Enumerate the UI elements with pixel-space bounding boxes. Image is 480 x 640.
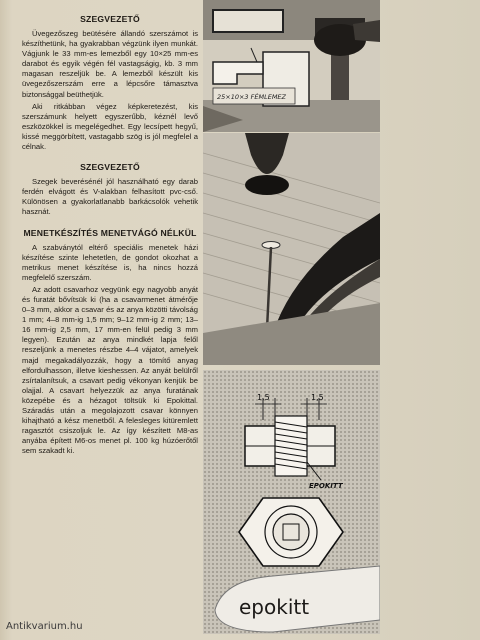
epokitt-callout: EPOKITT: [309, 482, 343, 490]
paragraph-2-1: Szegek beverésénél jól használható egy darab ferdén elvágott és V-alakban felhasított pvc-cső. Különösen a gyakorlatlanabb barkácsolók vehetik hasznát.: [22, 177, 198, 217]
epokitt-brand: epokitt: [239, 595, 310, 619]
dimension-right: 1,5: [311, 393, 324, 402]
paragraph-3-1: A szabványtól eltérő speciális menetek házi készítése szinte lehetetlen, de gondot okozhat a metrikus menet készítése is, ha nincs hozzá megfelelő szerszám.: [22, 242, 198, 282]
section-heading-1: SZEGVEZETŐ: [80, 14, 140, 24]
watermark: Antikvarium.hu: [6, 621, 83, 632]
section-heading-3: MENETKÉSZÍTÉS MENETVÁGÓ NÉLKÜL: [23, 227, 197, 238]
illustration-thread-diagram: [203, 370, 380, 634]
text-column: [22, 14, 198, 458]
figure1-label: 25×10×3 FÉMLEMEZ: [217, 93, 286, 101]
dimension-left: 1,5: [257, 393, 270, 402]
illustration-nail-guide: [203, 133, 380, 365]
paragraph-1-1: Üvegezőszeg beütésére állandó szerszámot is készíthetünk, ha gyakrabban végzünk ilyen munkát. Vágjunk le 33 mm-es lemezből egy 10×25 mm-es darabot és egyik végén fél vastagságig, kb. 3 mm magasan reszeljük be. A lemezből készült kis üvegezőszerszám erre a lépcsőre támasztva biztonsággal beüthetjük.: [22, 29, 198, 99]
illustration-glazing-tool: [203, 0, 380, 132]
section-heading-2: SZEGVEZETŐ: [80, 162, 140, 173]
paragraph-3-2: Az adott csavarhoz vegyünk egy nagyobb anyát és furatát bővítsük ki (ha a csavarmenet átmérője 0–3 mm, akkor a csavar és az anya közötti távolság 1 mm; 4–8 mm-ig 1,5 mm; 9–12 mm-ig 2 mm; 13–16 mm-ig 2,5 mm, 17 mm-en felül pedig 3 mm legyen). Ezután az anya mindkét lapja felől reszeljünk a menetes részbe 4–4 vájatot, amelyek majd megakadályozzák, hogy a tömítő anyag elfordulhasson, illetve kieshessen. Az anyát belülről zsírtalanítsuk, a csavart pedig vékonyan kenjük be olajjal. A csavart helyezzük az anya furatának közepébe és a hézagot töltsük ki Epokittal. Száradás után a megolajozott csavar könnyen kihajtható a kész menetből. A felesleges kitüremlett ragasztót csiszoljuk le. Az így készített M8-as anyába épített M6-os menet pl. 100 kg húzóerőtől sem szakadt ki.: [22, 284, 198, 456]
paragraph-1-2: Aki ritkábban végez képkeretezést, kis szerszámunk helyett egyszerűbb, kéznél levő eszközökkel is megelégedhet. Egy lecsípett hegyű, kissé meggörbített, vastagabb szög is jól megfelel a célnak.: [22, 101, 198, 152]
